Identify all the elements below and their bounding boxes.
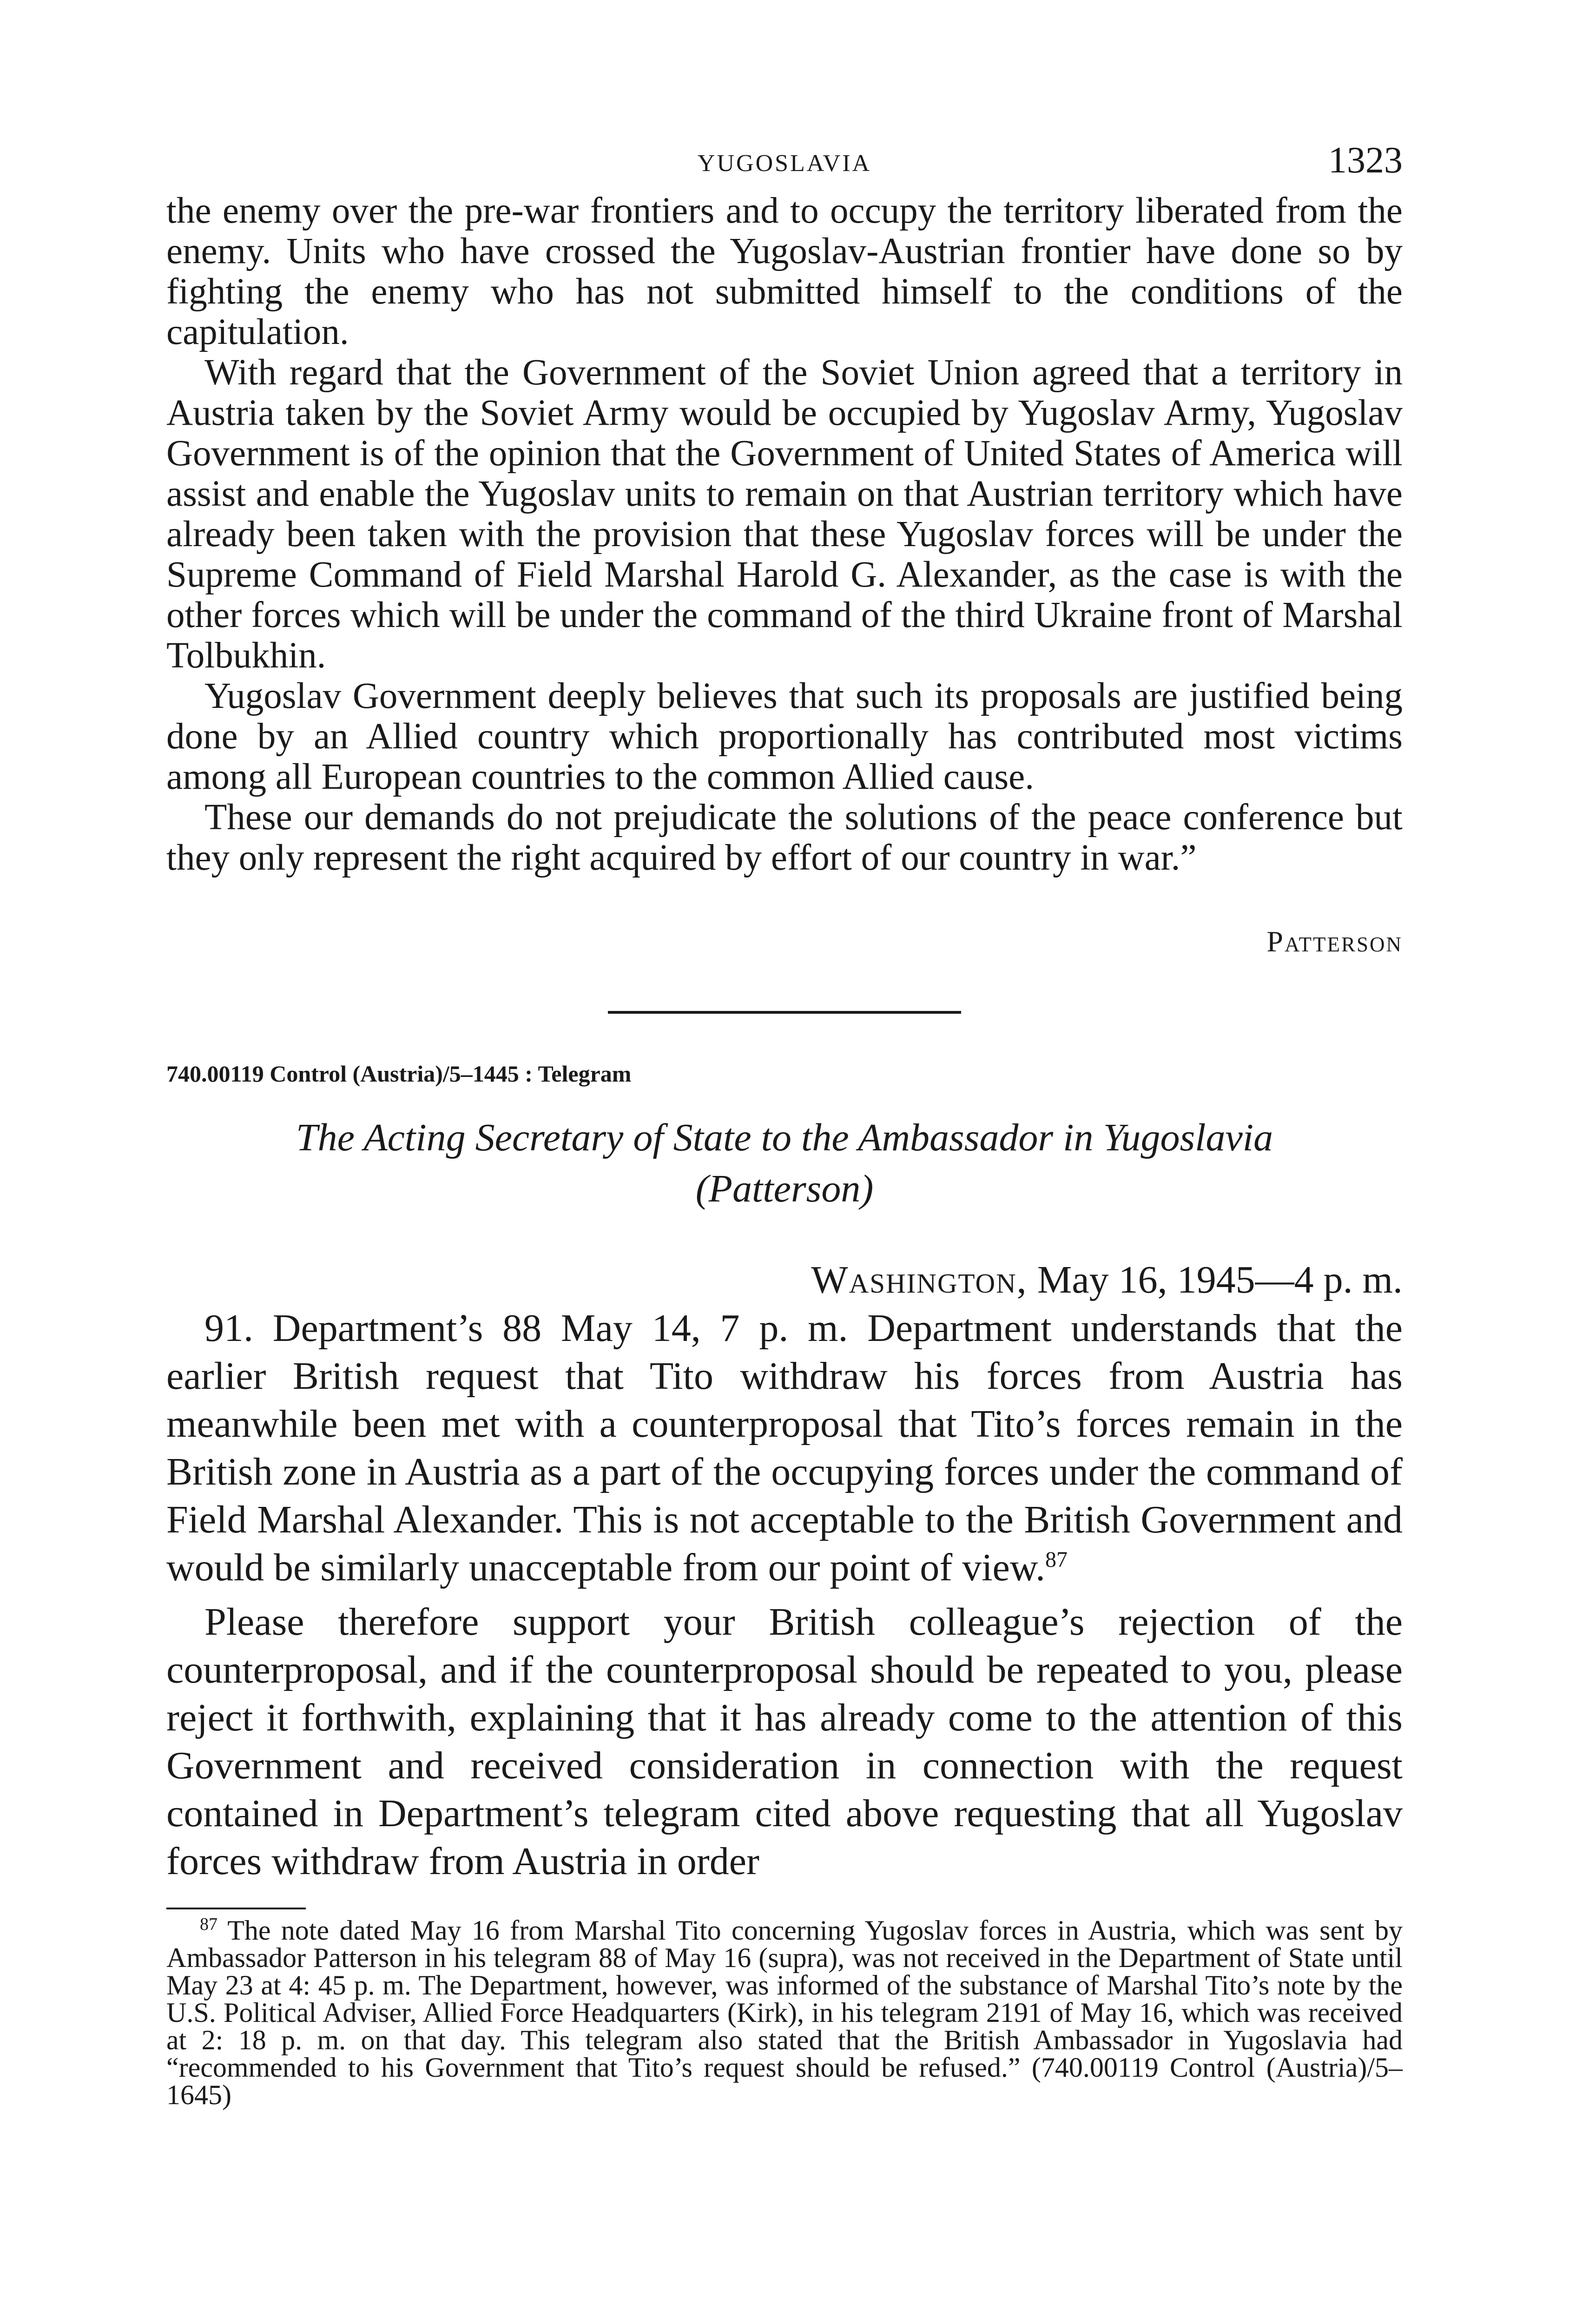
paragraph: Please therefore support your British colleague’s rejection of the counterproposal, and if the counterproposal should be repeated to you, please reject it forthwith, explaining that it has already come to the attention of this Government and received consideration in connection with the request contained in Department’s telegram cited above requesting that all Yugoslav forces withdraw from Austria in order: [166, 1600, 1403, 1883]
footnote-number: 87: [200, 1915, 218, 1934]
paragraph-text: 91. Department’s 88 May 14, 7 p. m. Department understands that the earlier British request that Tito withdraw his forces from Austria has meanwhile been met with a counterproposal that Tito’s forces remain in the British zone in Austria as a part of the occupying forces under the command of Field Marshal Alexander. This is not acceptable to the British Government and would be similarly unacceptable from our point of view.: [166, 1307, 1403, 1589]
document-title: [166, 1112, 1403, 1215]
previous-document-text: [166, 191, 1403, 878]
paragraph: With regard that the Government of the Soviet Union agreed that a territory in Austria taken by the Soviet Army would be occupied by Yugoslav Army, Yugoslav Government is of the opinion that the Government of United States of America will assist and enable the Yugoslav units to remain on that Austrian territory which have already been taken with the provision that these Yugoslav forces will be under the Supreme Command of Field Marshal Harold G. Alexander, as the case is with the other forces which will be under the command of the third Ukraine front of Marshal Tolbukhin.: [166, 352, 1403, 676]
document-title-line: (Patterson): [695, 1167, 874, 1210]
signature: Patterson: [1266, 925, 1403, 958]
running-header: [166, 139, 1403, 191]
paragraph: Yugoslav Government deeply believes that such its proposals are justified being done by an Allied country which proportionally has contributed most victims among all European countries to the common Allied cause.: [166, 676, 1403, 797]
paragraph: the enemy over the pre-war frontiers and to occupy the territory liberated from the enemy. Units who have crossed the Yugoslav-Austrian frontier have done so by fighting the enemy who has not submitted himself to the conditions of the capitulation.: [166, 191, 1403, 352]
file-reference: 740.00119 Control (Austria)/5–1445 : Telegram: [166, 1061, 632, 1087]
paragraph: [166, 1304, 1403, 1591]
footnote-reference: 87: [1045, 1547, 1068, 1572]
page-number: 1323: [1328, 140, 1403, 181]
footnote-divider: [166, 1908, 306, 1909]
footnote-text: The note dated May 16 from Marshal Tito concerning Yugoslav forces in Austria, which was sent by Ambassador Patterson in his telegram 88 of May 16 (supra), was not received in the Department of State until May 23 at 4: 45 p. m. The Department, however, was informed of the substance of Marshal Tito’s note by the U.S. Political Adviser, Allied Force Headquarters (Kirk), in his telegram 2191 of May 16, which was received at 2: 18 p. m. on that day. This telegram also stated that the British Ambassador in Yugoslavia had “recommended to his Government that Tito’s request should be refused.” (740.00119 Control (Austria)/5–1645): [166, 1915, 1403, 2110]
dateline-place: Washington,: [811, 1258, 1028, 1301]
document-title-line: The Acting Secretary of State to the Ambassador in Yugoslavia: [296, 1116, 1273, 1159]
dateline-date: May 16, 1945—4 p. m.: [1027, 1258, 1403, 1301]
footnote: [166, 1917, 1403, 2109]
section-divider: [608, 1011, 961, 1014]
telegram-body: [166, 1304, 1403, 1885]
dateline: [166, 1257, 1403, 1302]
running-title: YUGOSLAVIA: [697, 150, 872, 177]
document-page: [166, 139, 1403, 2109]
paragraph: These our demands do not prejudicate the solutions of the peace conference but they only represent the right acquired by effort of our country in war.”: [166, 797, 1403, 878]
